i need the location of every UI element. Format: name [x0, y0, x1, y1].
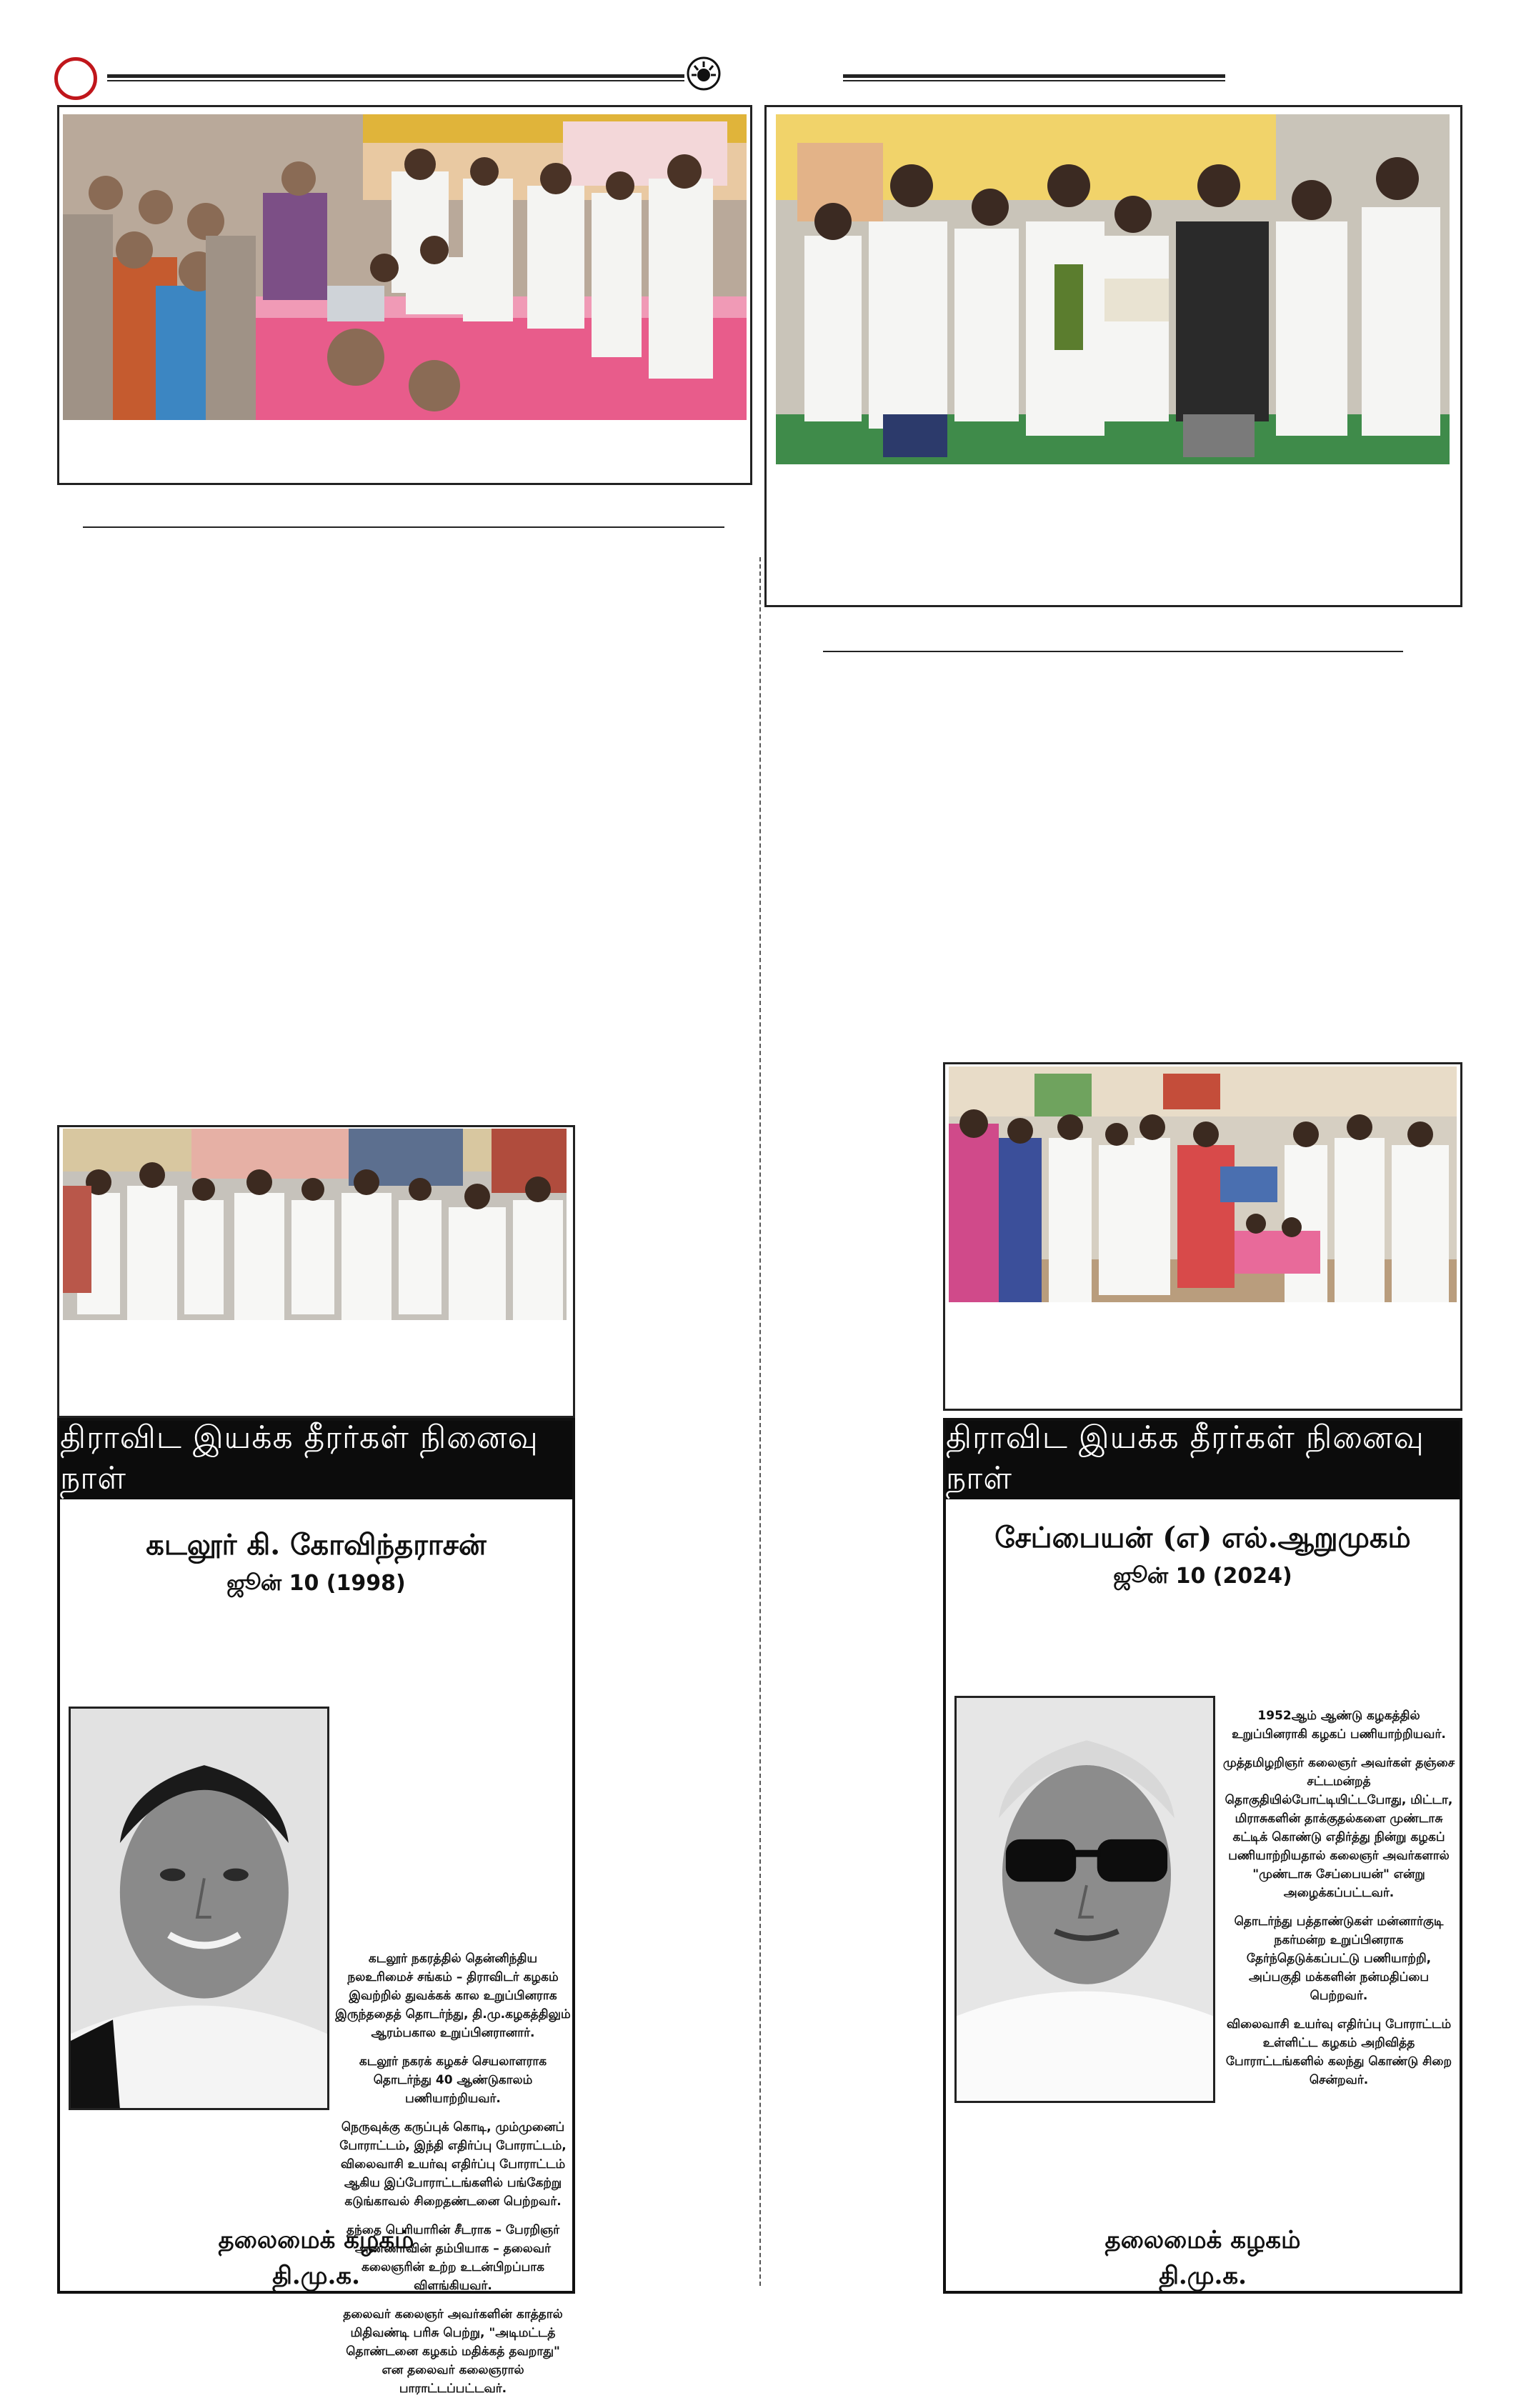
bio-paragraph: முத்தமிழறிஞர் கலைஞர் அவர்கள் தஞ்சை சட்டமன்றத் தொகுதியில்போட்டியிட்டபோது, மிட்டா, மிராசுகளின் தாக்குதல்களை முண்டாசு கட்டிக் கொண்டு எதிர்த்து நின்று கழகப் பணியாற்றியதால் கலைஞர் அவர்களால் "முண்டாசு சேப்பையன்" என்று அழைக்கப்பட்டவர்.	[1222, 1756, 1455, 1900]
memorial-card-arumugam	[943, 1418, 1462, 2294]
memorial-name: சேப்பையன் (எ) எல்.ஆறுமுகம்	[994, 1521, 1411, 1554]
memorial-bio	[335, 1949, 571, 2408]
photo-sapling-presentation	[776, 114, 1450, 464]
section-rule-right	[823, 651, 1403, 652]
rising-sun-icon	[686, 56, 722, 91]
bio-paragraph: 1952ஆம் ஆண்டு கழகத்தில் உறுப்பினராகி கழகப் பணியாற்றியவர்.	[1232, 1709, 1446, 1742]
footer-line-2: தி.மு.க.	[272, 2262, 360, 2290]
memorial-name: கடலூர் கி. கோவிந்தராசன்	[146, 1528, 487, 1562]
footer-line-2: தி.மு.க.	[1159, 2262, 1247, 2290]
party-logo-icon	[54, 57, 97, 100]
photo-children-event	[949, 1066, 1457, 1302]
masthead-rule-left	[107, 74, 684, 78]
memorial-footer	[946, 2222, 1460, 2294]
footer-line-1: தலைமைக் கழகம்	[218, 2226, 414, 2254]
memorial-header: திராவிட இயக்க தீரர்கள் நினைவு நாள்	[60, 1421, 572, 1499]
masthead-rule-right	[843, 74, 1225, 78]
section-rule-left	[83, 526, 724, 528]
bio-paragraph: கடலூர் நகரக் கழகச் செயலாளராக தொடர்ந்து 40 ஆண்டுகாலம் பணியாற்றியவர்.	[359, 2054, 547, 2106]
memorial-header: திராவிட இயக்க தீரர்கள் நினைவு நாள்	[946, 1421, 1460, 1499]
memorial-date: ஜூன் 10 (1998)	[226, 1571, 406, 1596]
photo-distribution-event	[63, 1129, 567, 1320]
footer-line-1: தலைமைக் கழகம்	[1104, 2226, 1301, 2254]
memorial-footer	[60, 2222, 572, 2294]
bio-paragraph: தொடர்ந்து பத்தாண்டுகள் மன்னார்குடி நகர்மன்ற உறுப்பினராக தேர்ந்தெடுக்கப்பட்டு பணியாற்றி, அப்பகுதி மக்களின் நன்மதிப்பை பெற்றவர்.	[1234, 1914, 1444, 2003]
masthead-rule-right-thin	[843, 80, 1225, 81]
memorial-card-govindarasan	[57, 1418, 575, 2396]
bio-paragraph: நெருவுக்கு கருப்புக் கொடி, மும்முனைப் போராட்டம், இந்தி எதிர்ப்பு போராட்டம், விலைவாசி உயர்வு எதிர்ப்பு போராட்டம் ஆகிய இப்போராட்டங்களில் பங்கேற்று கடுங்காவல் சிறைதண்டனை பெற்றவர்.	[339, 2120, 567, 2209]
memorial-portrait	[69, 1707, 329, 2110]
memorial-portrait	[954, 1696, 1215, 2103]
bio-paragraph: தலைவர் கலைஞர் அவர்களின் காத்தால் மிதிவண்டி பரிசு பெற்று, "அடிமட்டத் தொண்டனை கழகம் மதிக்கத் தவறாது" என தலைவர் கலைஞரால் பாராட்டப்பட்டவர்.	[343, 2307, 563, 2396]
photo-petition-camp	[63, 114, 747, 420]
bio-paragraph: விலைவாசி உயர்வு எதிர்ப்பு போராட்டம் உள்ளிட்ட கழகம் அறிவித்த போராட்டங்களில் கலந்து கொண்டு சிறை சென்றவர்.	[1225, 2017, 1452, 2087]
bio-paragraph: கடலூர் நகரத்தில் தென்னிந்திய நலஉரிமைச் சங்கம் – திராவிடர் கழகம் இவற்றில் துவக்கக் கால உறுப்பினராக இருந்ததைத் தொடர்ந்து, தி.மு.கழகத்திலும் ஆரம்பகால உறுப்பினரானார்.	[335, 1952, 571, 2040]
masthead-rule-left-thin	[107, 80, 684, 81]
memorial-date: ஜூன் 10 (2024)	[1113, 1564, 1292, 1589]
memorial-bio	[1221, 1707, 1457, 2099]
column-divider	[759, 557, 761, 2286]
bio-paragraph: தந்தை பெரியாரின் சீடராக – பேரறிஞர் அண்ணாவின் தம்பியாக – தலைவர் கலைஞரின் உற்ற உடன்பிறப்பாக விளங்கியவர்.	[346, 2223, 560, 2293]
